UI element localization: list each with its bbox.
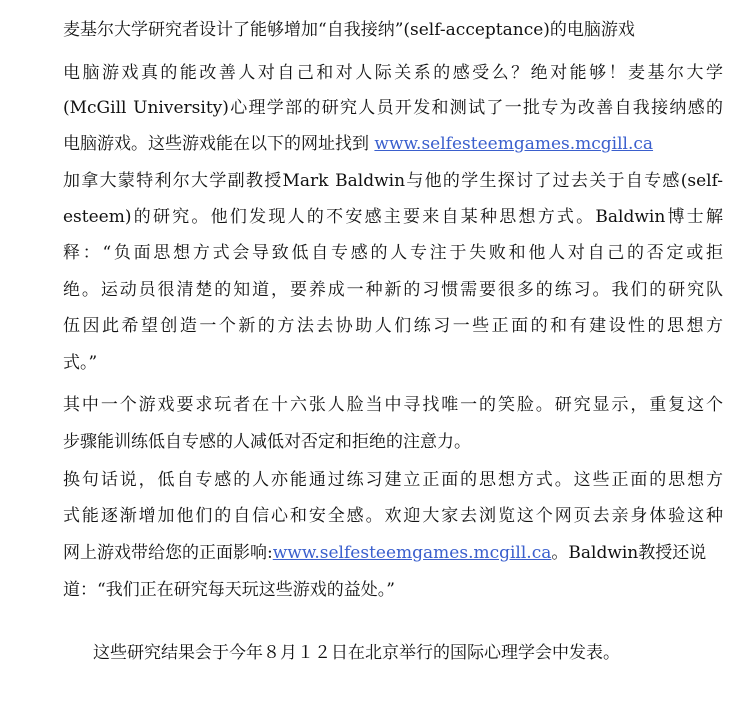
paragraph-3-line-2: 步骤能训练低自专感的人减低对否定和拒绝的注意力。: [63, 432, 471, 452]
paragraph-1-line-1: 电脑游戏真的能改善人对自己和对人际关系的感受么？绝对能够！麦基尔大学: [63, 63, 723, 83]
paragraph-4-line-2: 式能逐渐增加他们的自信心和安全感。欢迎大家去浏览这个网页去亲身体验这种: [63, 506, 723, 526]
publication-note: 这些研究结果会于今年８月１２日在北京举行的国际心理学会中发表。: [93, 643, 620, 663]
website-link[interactable]: www.selfesteemgames.mcgill.ca: [374, 134, 654, 154]
website-link-2[interactable]: www.selfesteemgames.mcgill.ca: [272, 543, 552, 563]
paragraph-2-line-3: 释：“负面思想方式会导致低自专感的人专注于失败和他人对自己的否定或拒: [63, 243, 723, 263]
paragraph-2-line-1: 加拿大蒙特利尔大学副教授Mark Baldwin与他的学生探讨了过去关于自专感(self-: [63, 171, 723, 191]
paragraph-4-line-4: 道：“我们正在研究每天玩这些游戏的益处。”: [63, 580, 395, 600]
paragraph-4-line-1: 换句话说，低自专感的人亦能通过练习建立正面的思想方式。这些正面的思想方: [63, 470, 723, 490]
article-title: 麦基尔大学研究者设计了能够增加“自我接纳”(self-acceptance)的电脑游戏: [63, 20, 635, 40]
paragraph-1-line-3: [63, 131, 723, 157]
paragraph-2-line-5: 伍因此希望创造一个新的方法去协助人们练习一些正面的和有建设性的思想方: [63, 316, 723, 336]
paragraph-1-line-2: (McGill University)心理学部的研究人员开发和测试了一批专为改善自我接纳感的: [63, 98, 723, 118]
paragraph-4-line-3-tail: 。Baldwin教授还说: [551, 543, 707, 563]
paragraph-4-line-3-text: 网上游戏带给您的正面影响:: [63, 543, 273, 563]
paragraph-2-line-6: 式。”: [63, 353, 98, 373]
paragraph-2-line-2: esteem)的研究。他们发现人的不安感主要来自某种思想方式。Baldwin博士解: [63, 207, 723, 227]
paragraph-4-line-3: [63, 540, 723, 566]
paragraph-2-line-4: 绝。运动员很清楚的知道，要养成一种新的习惯需要很多的练习。我们的研究队: [63, 280, 723, 300]
paragraph-1-line-3-text: 电脑游戏。这些游戏能在以下的网址找到: [63, 134, 375, 154]
paragraph-3-line-1: 其中一个游戏要求玩者在十六张人脸当中寻找唯一的笑脸。研究显示，重复这个: [63, 395, 723, 415]
